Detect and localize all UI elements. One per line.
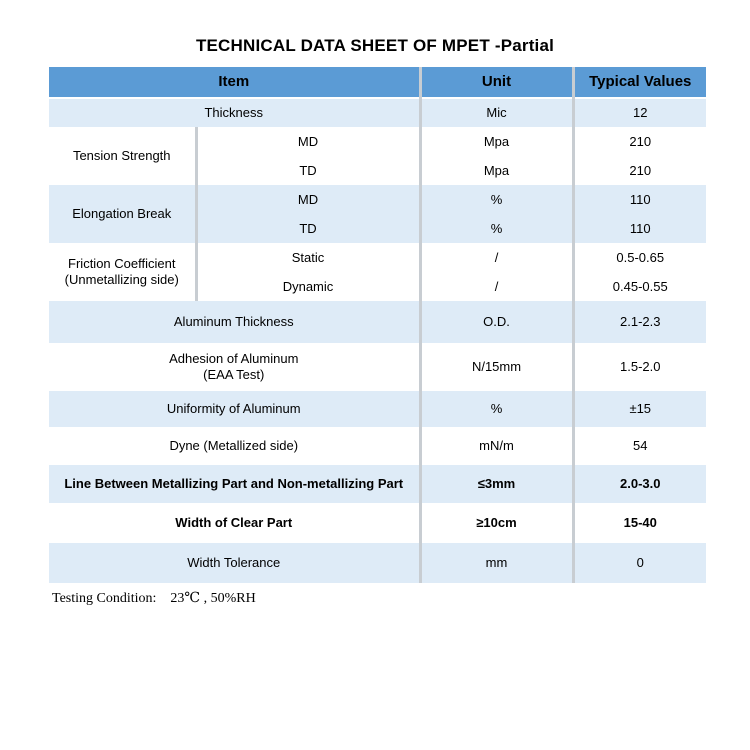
item-cell: Elongation Break <box>49 185 196 243</box>
table-row <box>49 185 706 214</box>
data-table <box>49 67 706 583</box>
value-cell: 210 <box>573 156 706 185</box>
table-row <box>49 503 706 543</box>
table-row <box>49 465 706 503</box>
unit-cell: ≤3mm <box>420 465 573 503</box>
item-cell <box>49 343 420 391</box>
unit-cell: mm <box>420 543 573 583</box>
unit-cell: / <box>420 243 573 272</box>
table-row <box>49 391 706 427</box>
value-cell: 1.5-2.0 <box>573 343 706 391</box>
unit-cell: ≥10cm <box>420 503 573 543</box>
value-cell: 0.5-0.65 <box>573 243 706 272</box>
sub-item-cell: MD <box>196 127 420 156</box>
table-row <box>49 343 706 391</box>
header-unit: Unit <box>420 67 573 98</box>
unit-cell: % <box>420 391 573 427</box>
value-cell: 0.45-0.55 <box>573 272 706 301</box>
table-row <box>49 127 706 156</box>
item-line: (Unmetallizing side) <box>64 272 179 287</box>
value-cell: 0 <box>573 543 706 583</box>
item-cell: Dyne (Metallized side) <box>49 427 420 465</box>
unit-cell: O.D. <box>420 301 573 343</box>
item-line: Adhesion of Aluminum <box>169 351 299 366</box>
sub-item-cell: TD <box>196 214 420 243</box>
item-cell: Width of Clear Part <box>49 503 420 543</box>
item-cell: Tension Strength <box>49 127 196 185</box>
unit-cell: Mpa <box>420 156 573 185</box>
unit-cell: N/15mm <box>420 343 573 391</box>
unit-cell: Mic <box>420 98 573 127</box>
item-line: (EAA Test) <box>203 367 265 382</box>
value-cell: 54 <box>573 427 706 465</box>
testing-condition-note <box>52 590 256 607</box>
header-item: Item <box>49 67 420 98</box>
item-cell: Uniformity of Aluminum <box>49 391 420 427</box>
note-value: 23℃ , 50%RH <box>170 591 256 606</box>
value-cell: 2.1-2.3 <box>573 301 706 343</box>
sub-item-cell: Dynamic <box>196 272 420 301</box>
unit-cell: % <box>420 185 573 214</box>
table-row <box>49 427 706 465</box>
value-cell: 15-40 <box>573 503 706 543</box>
value-cell: 210 <box>573 127 706 156</box>
unit-cell: / <box>420 272 573 301</box>
unit-cell: % <box>420 214 573 243</box>
unit-cell: mN/m <box>420 427 573 465</box>
item-cell: Thickness <box>49 98 420 127</box>
sub-item-cell: Static <box>196 243 420 272</box>
item-cell: Line Between Metallizing Part and Non-metallizing Part <box>49 465 420 503</box>
table-row <box>49 243 706 272</box>
sheet-title: TECHNICAL DATA SHEET OF MPET -Partial <box>195 36 555 55</box>
value-cell: ±15 <box>573 391 706 427</box>
item-line: Friction Coefficient <box>68 256 176 271</box>
note-label: Testing Condition: <box>52 591 157 606</box>
header-typical-values: Typical Values <box>573 67 706 98</box>
item-cell: Aluminum Thickness <box>49 301 420 343</box>
sub-item-cell: MD <box>196 185 420 214</box>
table-row <box>49 543 706 583</box>
item-cell <box>49 243 196 301</box>
header-row <box>49 67 706 98</box>
value-cell: 110 <box>573 214 706 243</box>
table-row <box>49 301 706 343</box>
value-cell: 2.0-3.0 <box>573 465 706 503</box>
item-cell: Width Tolerance <box>49 543 420 583</box>
value-cell: 12 <box>573 98 706 127</box>
sub-item-cell: TD <box>196 156 420 185</box>
value-cell: 110 <box>573 185 706 214</box>
unit-cell: Mpa <box>420 127 573 156</box>
table-row <box>49 98 706 127</box>
